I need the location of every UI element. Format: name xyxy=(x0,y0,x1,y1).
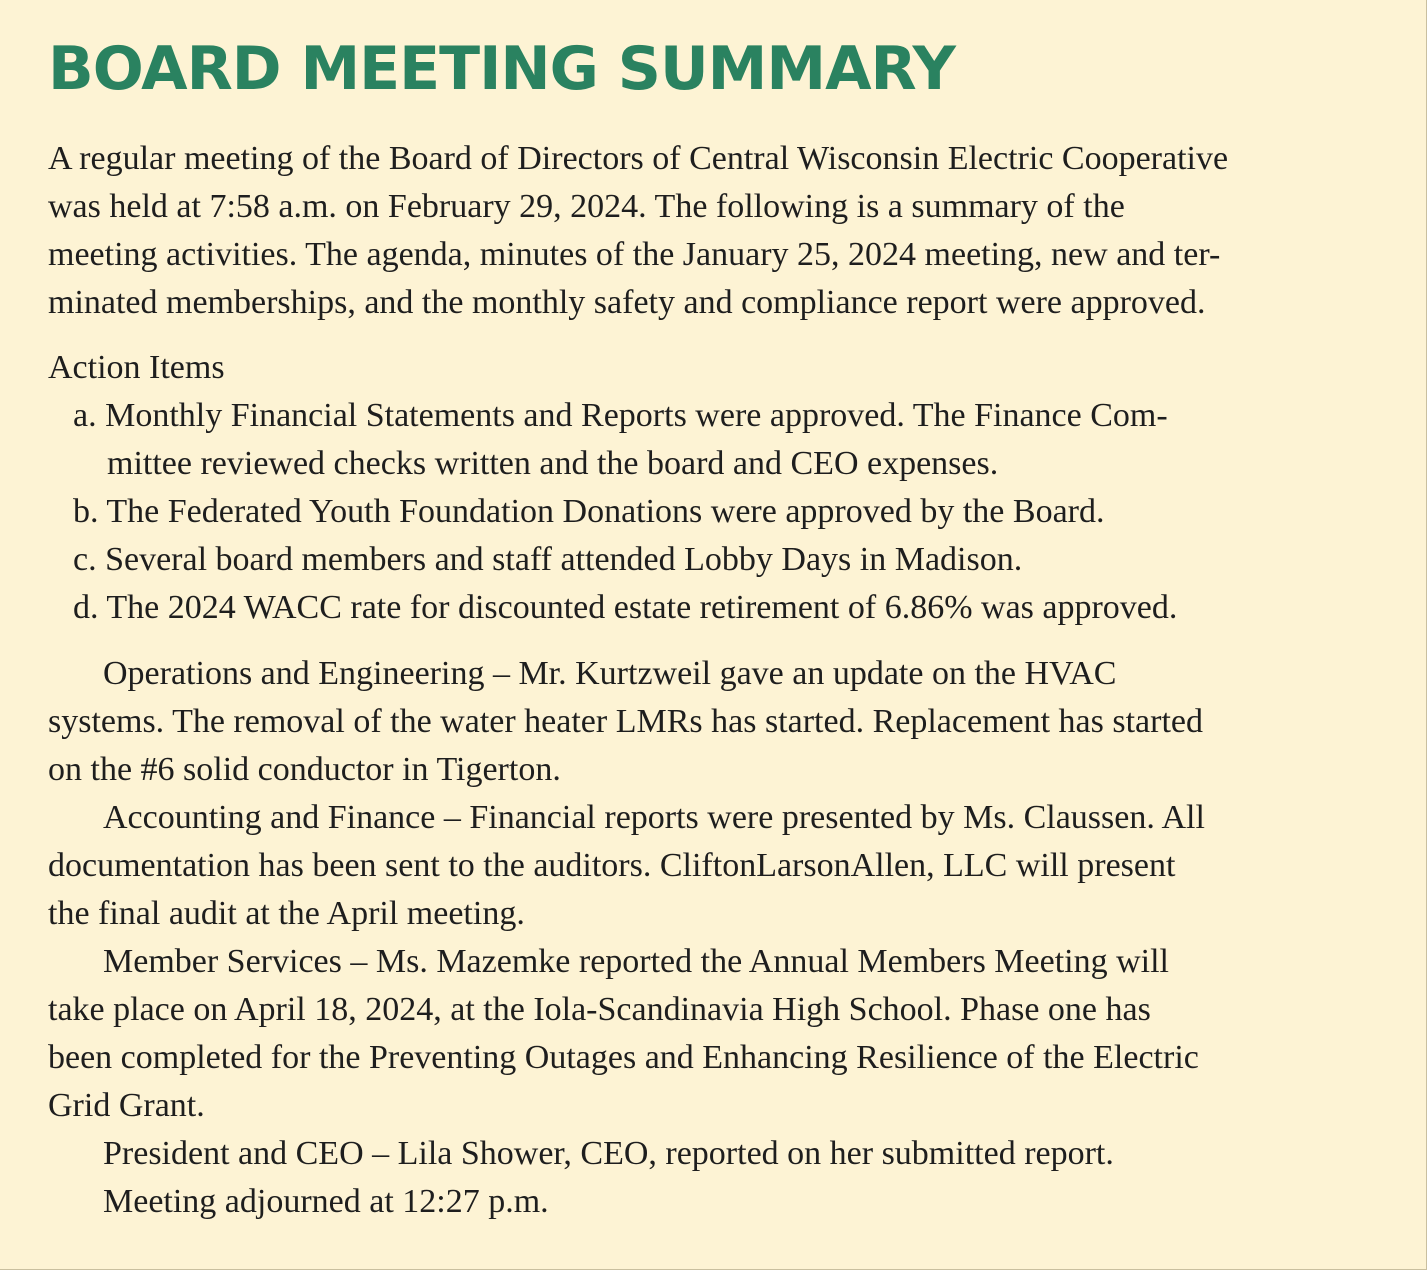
intro-line: meeting activities. The agenda, minutes of the January 25, 2024 meeting, new and ter- xyxy=(48,236,1221,273)
action-items-list xyxy=(48,392,1403,632)
action-item-letter: d. xyxy=(73,589,99,626)
action-items-heading xyxy=(48,344,1403,392)
paragraph-line: Operations and Engineering – Mr. Kurtzweil gave an update on the HVAC xyxy=(103,655,1117,692)
intro-line: minated memberships, and the monthly safety and compliance report were approved. xyxy=(48,284,1206,321)
accounting-finance-paragraph xyxy=(48,794,1403,938)
report-sections xyxy=(48,650,1403,1226)
paragraph-line: Member Services – Ms. Mazemke reported the Annual Members Meeting will xyxy=(103,943,1170,980)
paragraph-line: Grid Grant. xyxy=(48,1087,205,1124)
action-item-continuation: mittee reviewed checks written and the board and CEO expenses. xyxy=(107,445,999,482)
action-items-heading-text: Action Items xyxy=(48,349,225,386)
action-item-text: The 2024 WACC rate for discounted estate retirement of 6.86% was approved. xyxy=(106,589,1178,626)
intro-line: was held at 7:58 a.m. on February 29, 2024. The following is a summary of the xyxy=(48,188,1125,225)
action-item-line xyxy=(48,536,1403,584)
action-item-letter: b. xyxy=(73,493,99,530)
intro-paragraph xyxy=(48,135,1403,327)
action-item-a xyxy=(48,392,1403,488)
adjournment-paragraph xyxy=(48,1178,1403,1226)
action-item-letter: a. xyxy=(73,397,97,434)
action-item-letter: c. xyxy=(73,541,97,578)
paragraph-line: take place on April 18, 2024, at the Iola-Scandinavia High School. Phase one has xyxy=(48,991,1151,1028)
action-item-text: Several board members and staff attended Lobby Days in Madison. xyxy=(105,541,1023,578)
intro-line: A regular meeting of the Board of Directors of Central Wisconsin Electric Cooperative xyxy=(48,140,1229,177)
action-item-d xyxy=(48,584,1403,632)
paragraph-line: Meeting adjourned at 12:27 p.m. xyxy=(103,1183,549,1220)
paragraph-line: been completed for the Preventing Outages and Enhancing Resilience of the Electric xyxy=(48,1039,1199,1076)
action-item-text: Monthly Financial Statements and Reports were approved. The Finance Com- xyxy=(105,397,1168,434)
paragraph-line: documentation has been sent to the auditors. CliftonLarsonAllen, LLC will present xyxy=(48,847,1176,884)
member-services-paragraph xyxy=(48,938,1403,1130)
action-item-b xyxy=(48,488,1403,536)
action-item-line xyxy=(48,488,1403,536)
president-ceo-paragraph xyxy=(48,1130,1403,1178)
operations-engineering-paragraph xyxy=(48,650,1403,794)
paragraph-line: the final audit at the April meeting. xyxy=(48,895,525,932)
paragraph-line: on the #6 solid conductor in Tigerton. xyxy=(48,751,561,788)
paragraph-line: systems. The removal of the water heater LMRs has started. Replacement has started xyxy=(48,703,1204,740)
paragraph-line: President and CEO – Lila Shower, CEO, reported on her submitted report. xyxy=(103,1135,1114,1172)
action-item-line xyxy=(48,392,1403,440)
action-item-text: The Federated Youth Foundation Donations were approved by the Board. xyxy=(106,493,1105,530)
paragraph-line: Accounting and Finance – Financial reports were presented by Ms. Claussen. All xyxy=(103,799,1205,836)
page-title: BOARD MEETING SUMMARY xyxy=(48,34,955,104)
action-item-line xyxy=(48,584,1403,632)
action-item-c xyxy=(48,536,1403,584)
